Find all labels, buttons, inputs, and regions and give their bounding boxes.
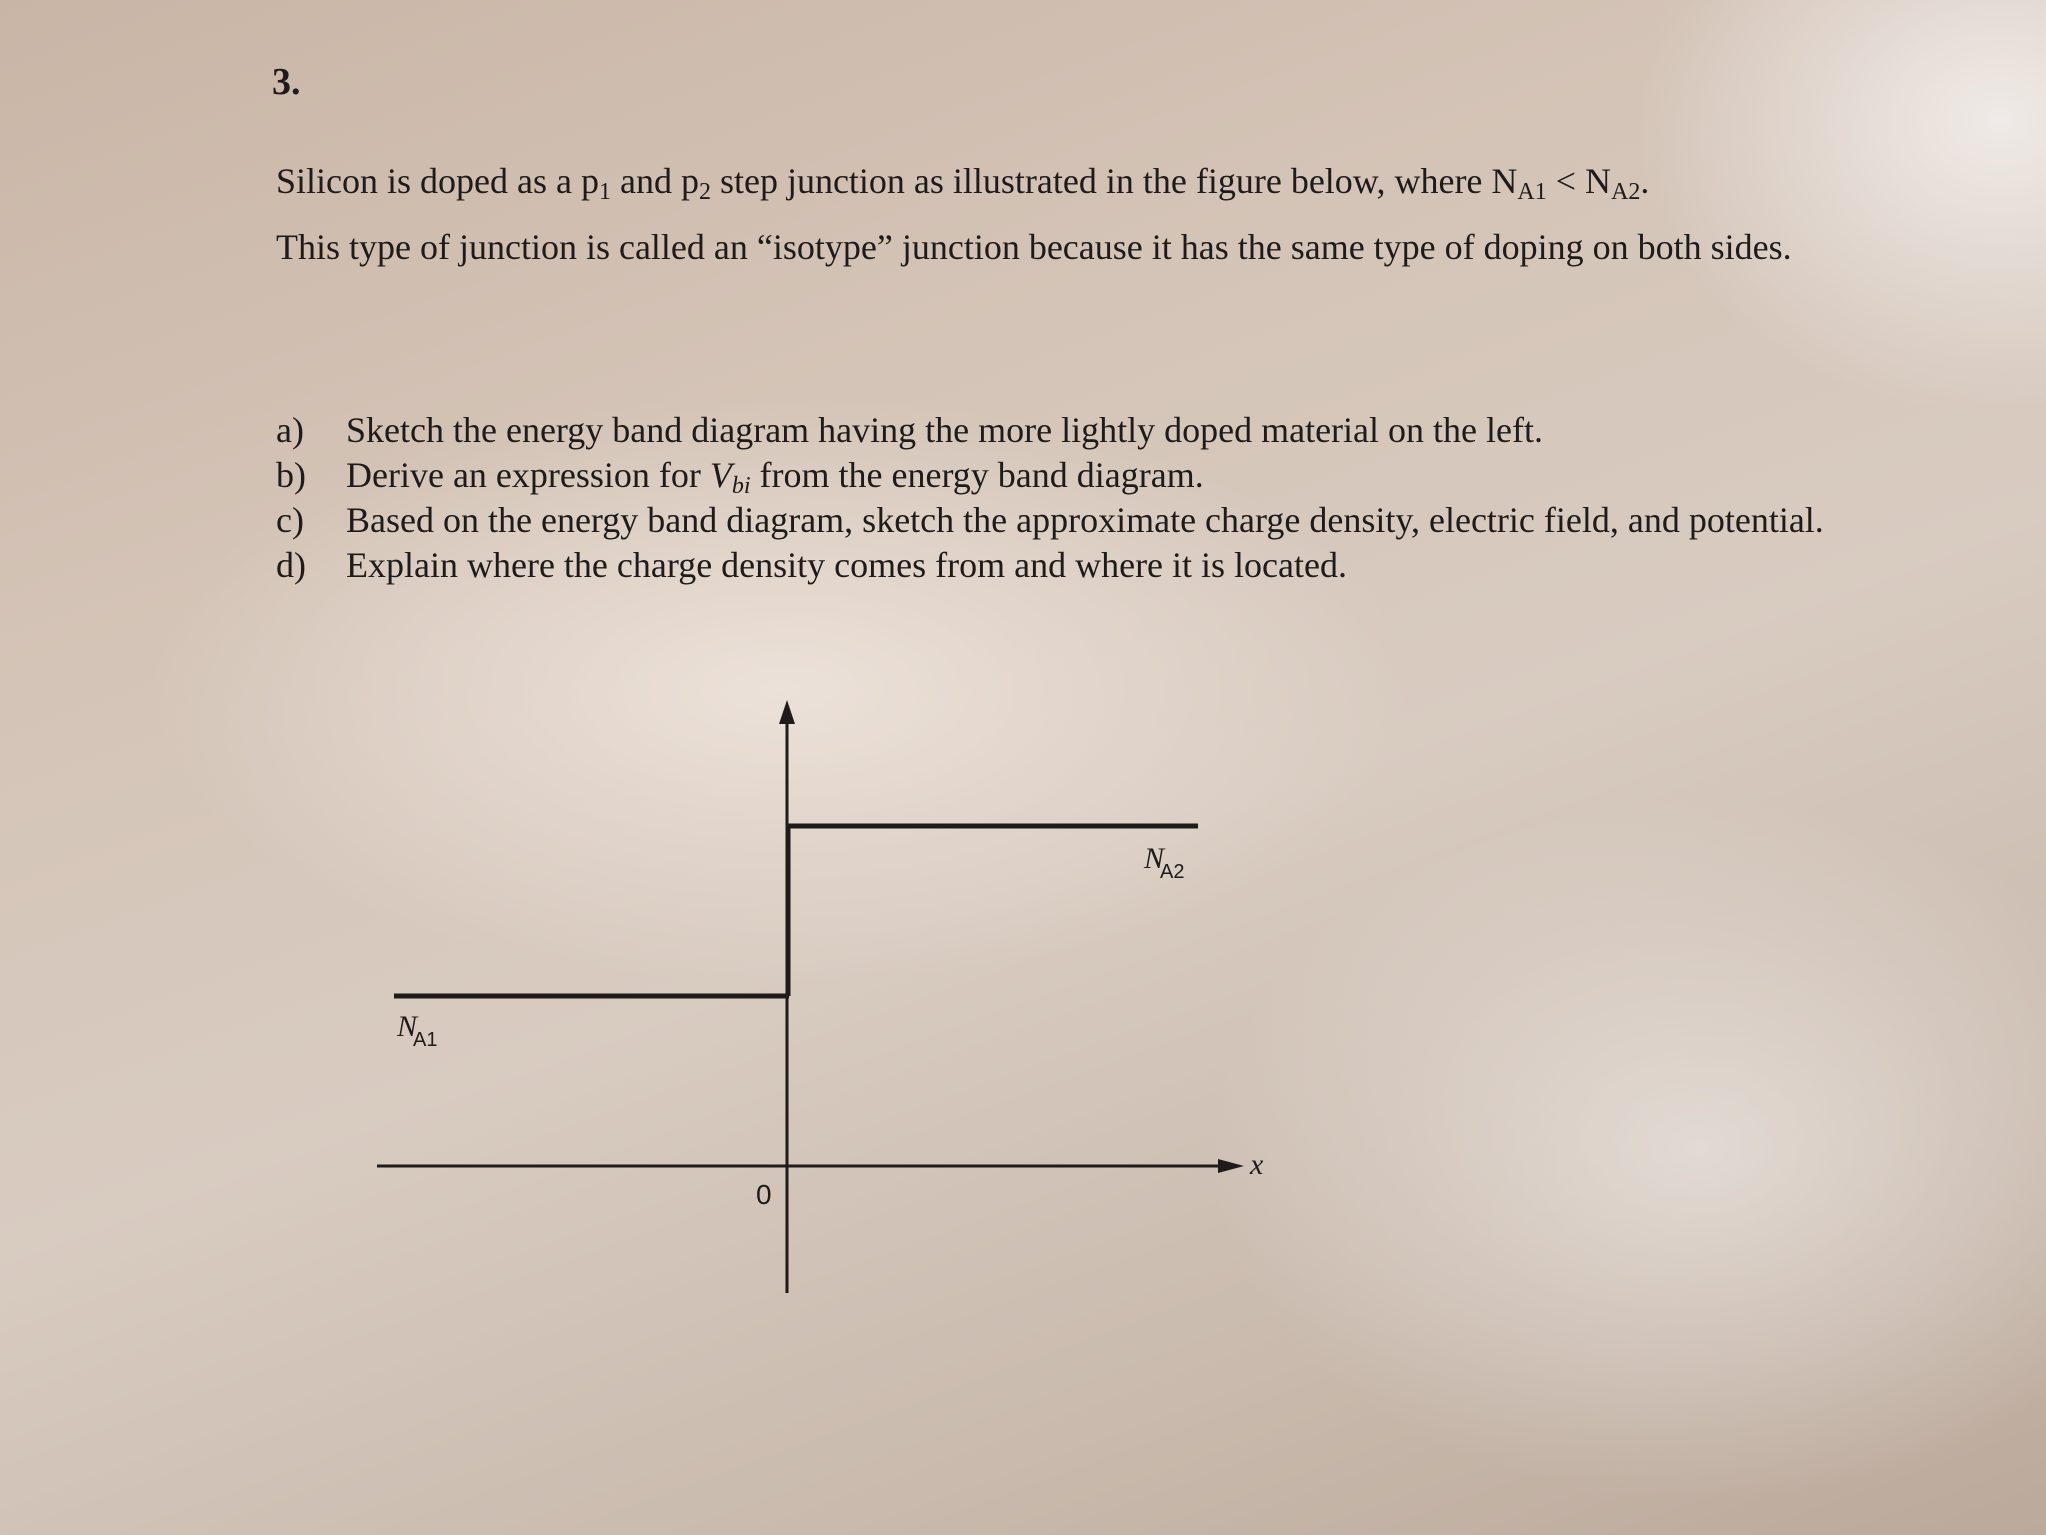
question-item [276, 408, 1836, 453]
vbi-symbol: $V_{bi}$ [709, 455, 751, 499]
na1-label: NA1 [397, 1010, 438, 1051]
question-label: d) [276, 545, 306, 585]
question-text: Based on the energy band diagram, sketch the approximate charge density, electric field, and potential. [346, 500, 1824, 540]
question-label: a) [276, 410, 304, 450]
question-text: Derive an expression for $V_{bi}$ from the energy band diagram. [346, 455, 1204, 499]
problem-number: 3. [272, 61, 301, 103]
problem-intro [276, 158, 1836, 290]
question-item [276, 453, 1836, 498]
intro-paragraph-2: This type of junction is called an “isotype” junction because it has the same type of doping on both sides. [276, 227, 1792, 267]
question-item [276, 498, 1836, 543]
question-text: Explain where the charge density comes from and where it is located. [346, 545, 1347, 585]
question-label: c) [276, 500, 304, 540]
na2-label: NA2 [1144, 842, 1185, 883]
question-text: Sketch the energy band diagram having the more lightly doped material on the left. [346, 410, 1543, 450]
question-list [276, 408, 1836, 588]
vertical-axis-arrowhead [779, 700, 795, 724]
question-label: b) [276, 455, 306, 495]
horizontal-axis-arrowhead [1218, 1159, 1244, 1173]
origin-label: 0 [756, 1179, 772, 1210]
x-axis-label: x [1250, 1148, 1264, 1181]
intro-paragraph-1: Silicon is doped as a $p_1$ and $p_2$ step junction as illustrated in the figure below, where $N_{A1} < N_{A2}$. [276, 161, 1650, 205]
question-item [276, 543, 1836, 588]
